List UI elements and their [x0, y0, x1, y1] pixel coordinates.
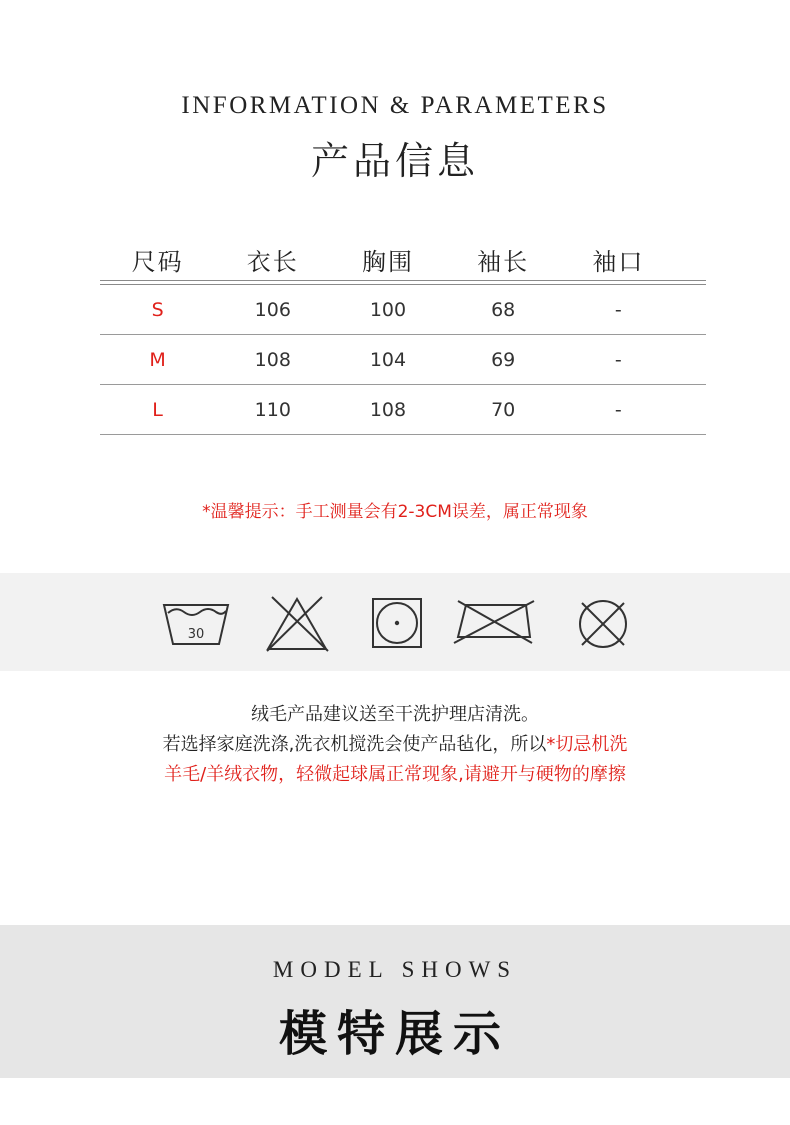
tumble-dry-icon	[371, 597, 423, 649]
info-title-cn: 产品信息	[310, 139, 479, 183]
measurement-tip: *温馨提示：手工测量会有2-3CM误差，属正常现象	[202, 502, 588, 522]
care-icons-band	[0, 573, 790, 671]
table-row	[100, 385, 706, 435]
sleeve-cell: 69	[491, 348, 516, 371]
column-header-length: 衣长	[246, 247, 299, 276]
length-cell: 108	[254, 348, 291, 371]
table-row	[100, 285, 706, 335]
care-instructions	[0, 700, 790, 790]
no-bleach-icon	[262, 593, 332, 655]
length-cell: 106	[254, 298, 291, 321]
size-table-header	[100, 238, 706, 280]
no-iron-icon	[452, 597, 536, 647]
wash-30-icon	[162, 600, 230, 648]
chest-cell: 100	[369, 298, 407, 321]
size-cell: S	[151, 298, 164, 321]
model-shows-band	[0, 925, 790, 1078]
table-row	[100, 335, 706, 385]
care-line-2-text: 若选择家庭洗涤,洗衣机搅洗会使产品毡化，所以	[162, 734, 547, 755]
sleeve-cell: 70	[491, 398, 516, 421]
model-title-en: MODEL SHOWS	[272, 957, 518, 982]
cuff-cell: -	[614, 298, 622, 321]
info-title-en: INFORMATION & PARAMETERS	[181, 92, 609, 119]
care-line-3: 羊毛/羊绒衣物，轻微起球属正常现象,请避开与硬物的摩擦	[164, 764, 626, 785]
model-title-cn: 模特展示	[278, 1006, 511, 1062]
no-dry-clean-icon	[576, 597, 630, 651]
column-header-chest: 胸围	[361, 247, 414, 276]
chest-cell: 108	[369, 398, 407, 421]
care-line-1: 绒毛产品建议送至干洗护理店清洗。	[251, 704, 539, 725]
size-table	[100, 238, 706, 435]
size-cell: L	[152, 398, 163, 421]
size-cell: M	[149, 348, 166, 371]
column-header-sleeve: 袖长	[477, 247, 530, 276]
no-machine-wash-warning: *切忌机洗	[546, 734, 628, 755]
care-line-2	[0, 730, 790, 760]
length-cell: 110	[254, 398, 291, 421]
cuff-cell: -	[614, 398, 622, 421]
column-header-size: 尺码	[131, 247, 184, 276]
sleeve-cell: 68	[491, 298, 516, 321]
wash-temperature-label: 30	[187, 627, 205, 642]
cuff-cell: -	[614, 348, 622, 371]
chest-cell: 104	[369, 348, 407, 371]
column-header-cuff: 袖口	[592, 247, 645, 276]
